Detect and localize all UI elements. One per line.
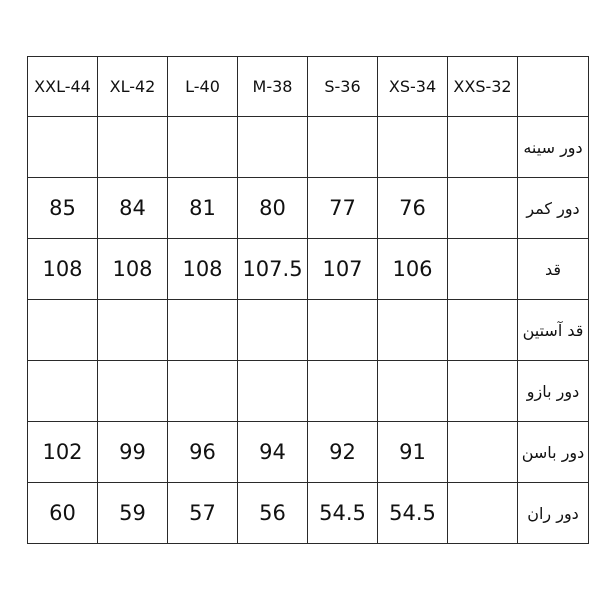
table-cell: 108 (28, 239, 98, 300)
table-cell: 91 (378, 422, 448, 483)
table-cell (28, 361, 98, 422)
table-cell (28, 117, 98, 178)
row-label-sleeve: قد آستین (518, 300, 589, 361)
table-cell (448, 422, 518, 483)
size-header-xxs: XXS-32 (448, 57, 518, 117)
size-chart-table (27, 56, 589, 544)
table-cell: 84 (98, 178, 168, 239)
table-cell (238, 300, 308, 361)
table-cell: 94 (238, 422, 308, 483)
table-row-hip (28, 422, 589, 483)
table-cell (448, 117, 518, 178)
table-cell: 96 (168, 422, 238, 483)
row-label-chest: دور سینه (518, 117, 589, 178)
size-header-xs: XS-34 (378, 57, 448, 117)
size-header-l: L-40 (168, 57, 238, 117)
table-cell (98, 117, 168, 178)
table-cell: 59 (98, 483, 168, 544)
table-cell: 57 (168, 483, 238, 544)
table-row-length (28, 239, 589, 300)
table-cell: 107 (308, 239, 378, 300)
table-cell: 76 (378, 178, 448, 239)
row-label-arm: دور بازو (518, 361, 589, 422)
table-cell (28, 300, 98, 361)
row-label-thigh: دور ران (518, 483, 589, 544)
table-row-sleeve (28, 300, 589, 361)
size-header-row (28, 57, 589, 117)
table-cell (378, 117, 448, 178)
table-cell (308, 117, 378, 178)
table-cell: 54.5 (378, 483, 448, 544)
table-cell (168, 361, 238, 422)
table-cell: 60 (28, 483, 98, 544)
size-header-xxl: XXL-44 (28, 57, 98, 117)
table-row-arm (28, 361, 589, 422)
table-cell (378, 361, 448, 422)
table-cell (168, 300, 238, 361)
table-cell (98, 361, 168, 422)
table-cell: 56 (238, 483, 308, 544)
table-cell (168, 117, 238, 178)
table-cell: 80 (238, 178, 308, 239)
table-cell (98, 300, 168, 361)
row-label-hip: دور باسن (518, 422, 589, 483)
table-cell: 77 (308, 178, 378, 239)
row-label-length: قد (518, 239, 589, 300)
table-cell (448, 300, 518, 361)
table-cell (308, 361, 378, 422)
table-cell (448, 178, 518, 239)
table-cell: 108 (168, 239, 238, 300)
table-cell: 108 (98, 239, 168, 300)
table-cell (238, 117, 308, 178)
table-cell: 106 (378, 239, 448, 300)
row-label-waist: دور کمر (518, 178, 589, 239)
table-cell: 81 (168, 178, 238, 239)
table-cell: 92 (308, 422, 378, 483)
table-cell (448, 239, 518, 300)
table-cell (308, 300, 378, 361)
size-header-xl: XL-42 (98, 57, 168, 117)
table-cell: 102 (28, 422, 98, 483)
size-header-m: M-38 (238, 57, 308, 117)
table-cell: 54.5 (308, 483, 378, 544)
table-cell (238, 361, 308, 422)
table-cell: 85 (28, 178, 98, 239)
table-cell: 99 (98, 422, 168, 483)
table-row-thigh (28, 483, 589, 544)
table-row-waist (28, 178, 589, 239)
corner-cell (518, 57, 589, 117)
table-cell (448, 483, 518, 544)
table-row-chest (28, 117, 589, 178)
table-cell (378, 300, 448, 361)
table-cell: 107.5 (238, 239, 308, 300)
table-cell (448, 361, 518, 422)
size-header-s: S-36 (308, 57, 378, 117)
